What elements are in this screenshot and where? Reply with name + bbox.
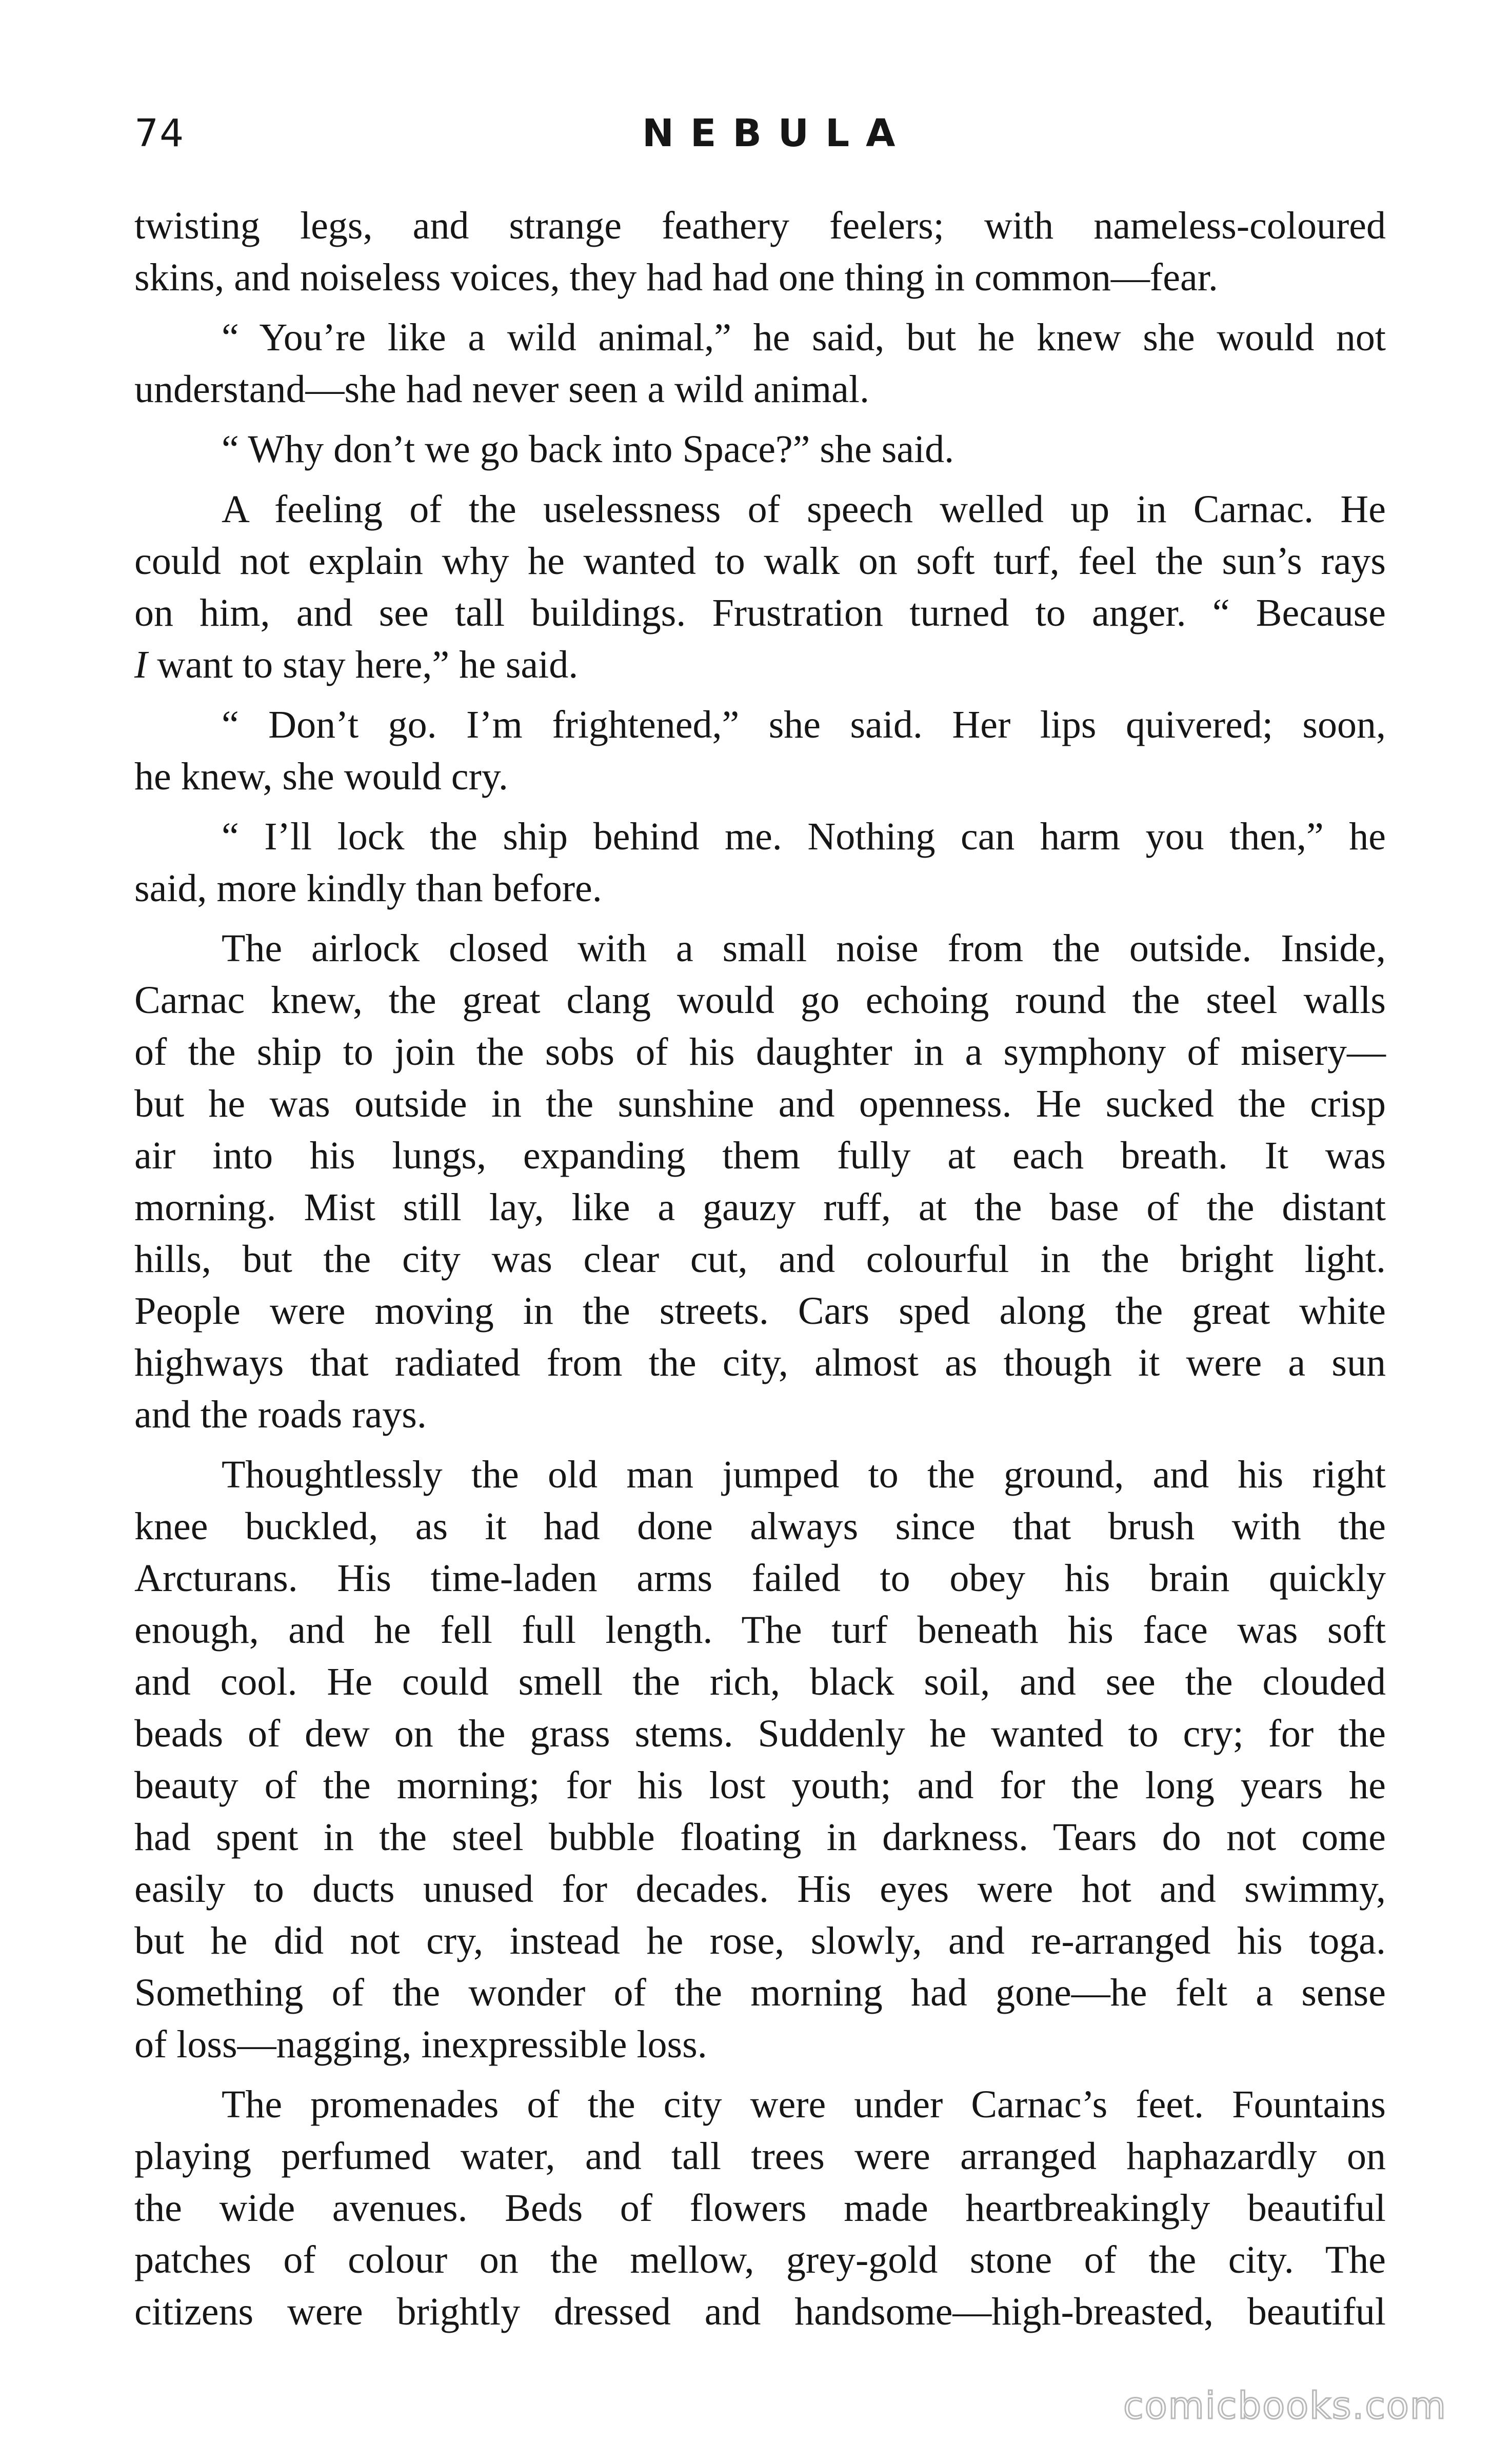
text-line: “ Don’t go. I’m frightened,” she said. Her lips quivered; soon, — [222, 703, 1386, 746]
text-line: Arcturans. His time-laden arms failed to obey his brain quickly — [134, 1557, 1386, 1600]
text-line: morning. Mist still lay, like a gauzy ruff, at the base of the distant — [134, 1186, 1386, 1229]
text-line-with-italic — [134, 639, 1386, 691]
text-line: “ Why don’t we go back into Space?” she said. — [222, 428, 954, 471]
italic-word: I — [134, 643, 148, 686]
text-line: The airlock closed with a small noise from the outside. Inside, — [222, 927, 1386, 970]
running-header — [0, 105, 1512, 162]
text-line: beauty of the morning; for his lost youth; and for the long years he — [134, 1764, 1386, 1807]
text-line: and the roads rays. — [134, 1393, 427, 1436]
text-line: said, more kindly than before. — [134, 867, 602, 910]
text-line: beads of dew on the grass stems. Suddenly he wanted to cry; for the — [134, 1712, 1386, 1755]
body-text — [134, 200, 1386, 2338]
text-line: “ You’re like a wild animal,” he said, but he knew she would not — [222, 316, 1386, 359]
text-line: understand—she had never seen a wild animal. — [134, 368, 869, 411]
text-line: knee buckled, as it had done always since that brush with the — [134, 1505, 1386, 1548]
text-line: of the ship to join the sobs of his daughter in a symphony of misery— — [134, 1030, 1386, 1074]
text-line: hills, but the city was clear cut, and colourful in the bright light. — [134, 1238, 1386, 1281]
text-line: Carnac knew, the great clang would go echoing round the steel walls — [134, 979, 1386, 1022]
text-line: People were moving in the streets. Cars sped along the great white — [134, 1289, 1386, 1333]
text-line: playing perfumed water, and tall trees were arranged haphazardly on — [134, 2135, 1386, 2178]
text-line: but he was outside in the sunshine and openness. He sucked the crisp — [134, 1082, 1386, 1125]
text-line: citizens were brightly dressed and handsome—high-breasted, beautiful — [134, 2290, 1386, 2333]
text-line: twisting legs, and strange feathery feelers; with nameless-coloured — [134, 204, 1386, 247]
text-line: of loss—nagging, inexpressible loss. — [134, 2023, 707, 2066]
text-line: skins, and noiseless voices, they had had one thing in common—fear. — [134, 256, 1218, 299]
text-line: had spent in the steel bubble floating in darkness. Tears do not come — [134, 1816, 1386, 1859]
text-line: the wide avenues. Beds of flowers made heartbreakingly beautiful — [134, 2187, 1386, 2230]
text-line: highways that radiated from the city, almost as though it were a sun — [134, 1341, 1386, 1384]
text-line: on him, and see tall buildings. Frustration turned to anger. “ Because — [134, 591, 1386, 634]
text-line: but he did not cry, instead he rose, slowly, and re-arranged his toga. — [134, 1919, 1386, 1962]
text-line: Thoughtlessly the old man jumped to the ground, and his right — [222, 1453, 1386, 1496]
page-number: 74 — [134, 111, 185, 155]
text-line: could not explain why he wanted to walk on soft turf, feel the sun’s rays — [134, 540, 1386, 583]
text-line: The promenades of the city were under Carnac’s feet. Fountains — [222, 2083, 1386, 2126]
text-line: and cool. He could smell the rich, black soil, and see the clouded — [134, 1660, 1386, 1703]
text-line: he knew, she would cry. — [134, 755, 508, 798]
watermark: comicbooks.com — [1123, 2384, 1447, 2427]
text-line: air into his lungs, expanding them fully at each breath. It was — [134, 1134, 1386, 1177]
text-line: “ I’ll lock the ship behind me. Nothing can harm you then,” he — [222, 815, 1386, 858]
text-line: patches of colour on the mellow, grey-gold stone of the city. The — [134, 2238, 1386, 2281]
text-line: enough, and he fell full length. The turf beneath his face was soft — [134, 1608, 1386, 1652]
running-title: NEBULA — [642, 111, 912, 155]
text-line-rest: want to stay here,” he said. — [157, 643, 579, 686]
text-line: easily to ducts unused for decades. His eyes were hot and swimmy, — [134, 1868, 1386, 1911]
text-line: A feeling of the uselessness of speech welled up in Carnac. He — [222, 488, 1386, 531]
text-line: Something of the wonder of the morning had gone—he felt a sense — [134, 1971, 1386, 2014]
